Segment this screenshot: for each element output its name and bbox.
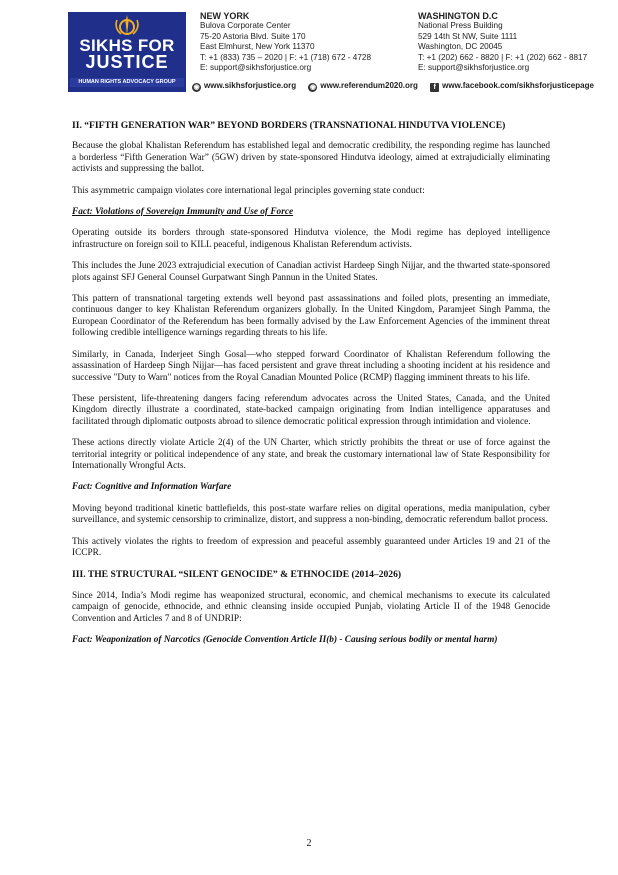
office-city: NEW YORK <box>200 11 250 21</box>
globe-icon: ◉ <box>193 84 200 91</box>
paragraph: This includes the June 2023 extrajudicial execution of Canadian activist Hardeep Singh Nijjar, and the thwarted state-sponsored plots against SFJ General Counsel Gurpatwant Singh Pannun in the United States. <box>72 261 550 283</box>
office-phone: T: +1 (202) 662 - 8820 | F: +1 (202) 662 - 8817 <box>418 52 588 62</box>
link-sikhsforjustice[interactable] <box>192 81 296 92</box>
office-line: East Elmhurst, New York 11370 <box>200 42 315 52</box>
new-york-office <box>200 11 371 73</box>
logo-tagline: HUMAN RIGHTS ADVOCACY GROUP <box>70 78 184 87</box>
section-heading: II. “FIFTH GENERATION WAR” BEYOND BORDERS (TRANSNATIONAL HINDUTVA VIOLENCE) <box>72 120 506 131</box>
office-line: 529 14th St NW, Suite 1111 <box>418 31 518 41</box>
document-body <box>72 120 550 656</box>
office-line: Bulova Corporate Center <box>200 21 291 31</box>
paragraph: Moving beyond traditional kinetic battlefields, this post-state warfare relies on digital operations, media manipulation, cyber surveillance, and systemic censorship to criminalize, distort, and suppress a non-binding, democratic referendum ballot process. <box>72 503 550 526</box>
logo-text-line1: SIKHS FOR <box>79 36 175 55</box>
section-heading: III. THE STRUCTURAL “SILENT GENOCIDE” & ETHNOCIDE (2014–2026) <box>72 569 402 581</box>
office-line: Washington, DC 20045 <box>418 42 503 52</box>
paragraph: This actively violates the rights to freedom of expression and peaceful assembly guaranteed under Articles 19 and 21 of the ICCPR. <box>72 536 550 558</box>
fact-heading: Fact: Cognitive and Information Warfare <box>72 482 232 493</box>
fact-heading: Fact: Weaponization of Narcotics (Genocide Convention Article II(b) - Causing serious bodily or mental harm) <box>72 635 498 645</box>
paragraph: These persistent, life-threatening dangers facing referendum advocates across the United States, Canada, and the United Kingdom directly illustrate a coordinated, state-backed campaign originating from Indian intelligence apparatuses and facilitated through diplomatic outposts abroad to silence democratic political expression through intimidation and violence. <box>72 393 550 427</box>
website-links <box>192 81 604 92</box>
paragraph: This pattern of transnational targeting extends well beyond past assassinations and foiled plots, presenting an immediate, continuous danger to key Khalistan Referendum organizers globally. In the United Kingdom, Paramjeet Singh Pamma, the European Coordinator of the Referendum has been formally advised by the Law Enforcement Agencies of the imminent threat following credible intelligence warnings regarding threats to his life. <box>72 294 550 339</box>
office-email: E: support@sikhsforjustice.org <box>418 63 530 73</box>
facebook-icon: f <box>430 83 439 92</box>
link-text: www.referendum2020.org <box>320 81 418 90</box>
fact-heading: Fact: Violations of Sovereign Immunity and Use of Force <box>72 207 294 218</box>
office-city: WASHINGTON D.C <box>418 11 498 21</box>
paragraph: Operating outside its borders through state-sponsored Hindutva violence, the Modi regime has deployed intelligence infrastructure on foreign soil to KILL peaceful, indigenous Khalistan Referendum activists. <box>72 228 550 250</box>
paragraph: Similarly, in Canada, Inderjeet Singh Gosal—who stepped forward Coordinator of Khalistan Referendum following the assassination of Hardeep Singh Nijjar—has faced persistent and grave threat including a shooting incident at his residence and successive "Duty to Warn" notices from the Royal Canadian Mounted Police (RCMP) flagging imminent threats to his life. <box>72 349 550 383</box>
washington-office <box>418 11 587 73</box>
logo-text-line2: JUSTICE <box>85 52 169 72</box>
page-number: 2 <box>306 838 312 849</box>
office-email: E: support@sikhsforjustice.org <box>200 63 312 73</box>
link-referendum2020[interactable] <box>308 81 418 92</box>
paragraph: Because the global Khalistan Referendum has established legal and democratic credibility, the responding regime has launched a borderless “Fifth Generation War” (5GW) driven by state-sponsored Hindutva ideology, aimed at extrajudicially eliminating activists and suppressing the ballot. <box>72 141 550 175</box>
khanda-emblem-icon <box>111 14 143 38</box>
sfj-logo <box>68 12 186 92</box>
office-line: National Press Building <box>418 21 503 31</box>
paragraph: This asymmetric campaign violates core international legal principles governing state conduct: <box>72 185 425 196</box>
globe-icon: ◉ <box>309 84 316 91</box>
link-text: www.facebook.com/sikhsforjusticepage <box>442 81 594 90</box>
paragraph: Since 2014, India’s Modi regime has weaponized structural, economic, and chemical mechanisms to execute its calculated campaign of genocide, ethnocide, and ethnic cleansing inside occupied Punjab, violating Article II of the 1948 Genocide Convention and Articles 7 and 8 of UNDRIP: <box>72 590 550 624</box>
paragraph: These actions directly violate Article 2(4) of the UN Charter, which strictly prohibits the threat or use of force against the territorial integrity or political independence of any state, and break the customary international law of State Responsibility for Internationally Wrongful Acts. <box>72 438 550 471</box>
office-phone: T: +1 (833) 735 – 2020 | F: +1 (718) 672 - 4728 <box>200 52 371 62</box>
link-text: www.sikhsforjustice.org <box>204 81 297 90</box>
link-facebook[interactable] <box>430 81 594 92</box>
letterhead <box>0 0 618 100</box>
office-line: 75-20 Astoria Blvd. Suite 170 <box>200 31 306 41</box>
